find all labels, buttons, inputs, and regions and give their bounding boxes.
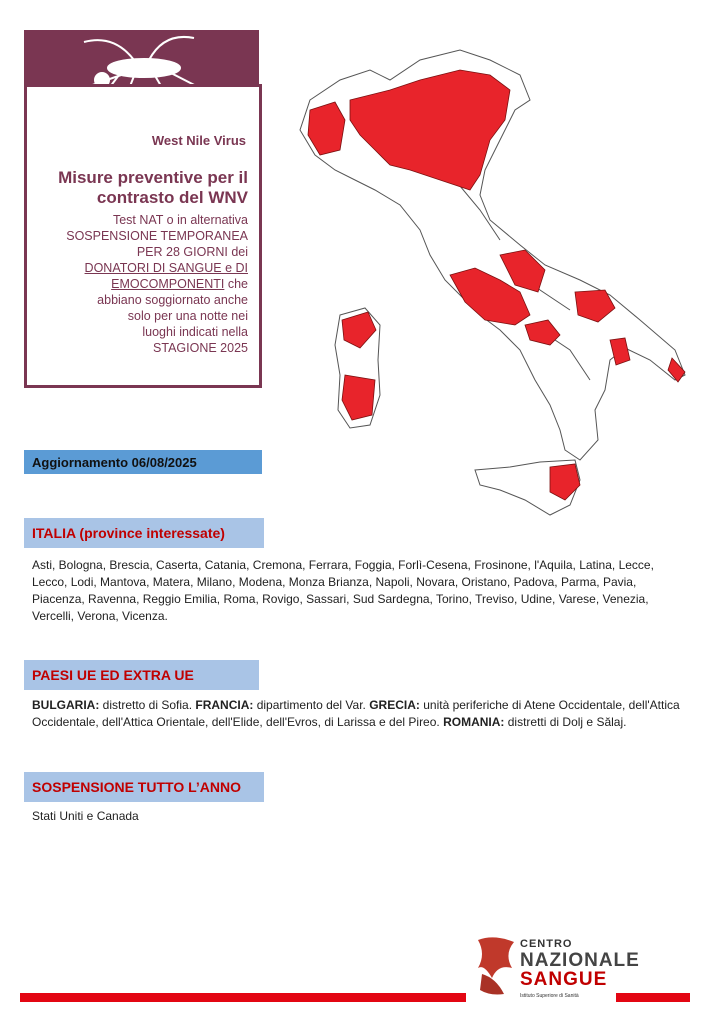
header-line: Test NAT o in alternativa: [112, 213, 248, 227]
footer-line: [20, 993, 466, 1002]
header-line: che: [224, 277, 248, 291]
section-italia-header: [24, 518, 264, 548]
country-label: FRANCIA:: [195, 698, 254, 712]
header-line: solo per una notte nei: [127, 309, 248, 323]
header-line: luoghi indicati nella: [142, 325, 248, 339]
logo-line: SANGUE: [520, 969, 608, 990]
header-line: SOSPENSIONE TEMPORANEA: [66, 229, 248, 243]
section-all-year-text: Stati Uniti e Canada: [32, 809, 139, 823]
section-title: SOSPENSIONE TUTTO L’ANNO: [32, 779, 241, 795]
country-label: BULGARIA:: [32, 698, 100, 712]
logo-subtitle: Istituto Superiore di Sanità: [520, 993, 579, 999]
country-text: unità periferiche di Atene Occidentale, dell'Attica Occidentale, dell'Attica Orientale, dell'Elide, dell'Evros, di Larissa e del Pireo.: [32, 698, 680, 729]
virus-name: West Nile Virus: [151, 133, 246, 148]
section-eu-text: [32, 697, 682, 731]
country-text: distretti di Dolj e Sălaj.: [504, 715, 627, 729]
italy-map: [280, 30, 700, 530]
affected-area-catania: [550, 464, 580, 500]
header-line: PER 28 GIORNI dei: [136, 245, 248, 259]
section-all-year-header: [24, 772, 264, 802]
headline: Misure preventive per il contrasto del WNV: [58, 168, 248, 207]
header-line-underlined: EMOCOMPONENTI: [111, 277, 225, 291]
update-bar: [24, 450, 262, 474]
section-eu-header: [24, 660, 259, 690]
header-line: abbiano soggiornato anche: [97, 293, 248, 307]
header-line: STAGIONE 2025: [153, 341, 248, 355]
header-line-underlined: DONATORI DI SANGUE e DI: [84, 261, 248, 275]
logo-line: CENTRO: [520, 938, 573, 950]
update-label: Aggiornamento 06/08/2025: [32, 455, 197, 470]
section-title: ITALIA (province interessate): [32, 525, 225, 541]
country-text: distretto di Sofia.: [99, 698, 196, 712]
logo-line: NAZIONALE: [520, 950, 640, 971]
header-body: [36, 212, 248, 356]
section-title: PAESI UE ED EXTRA UE: [32, 667, 194, 683]
country-label: ROMANIA:: [443, 715, 505, 729]
country-label: GRECIA:: [369, 698, 420, 712]
country-text: dipartimento del Var.: [253, 698, 370, 712]
section-italia-text: Asti, Bologna, Brescia, Caserta, Catania, Cremona, Ferrara, Foggia, Forlì-Cesena, Frosinone, l'Aquila, Latina, Lecce, Lecco, Lodi, Mantova, Matera, Milano, Modena, Monza Brianza, Napoli, Novara, Oristano, Padova, Parma, Pavia, Piacenza, Ravenna, Reggio Emilia, Roma, Rovigo, Sassari, Sud Sardegna, Torino, Treviso, Udine, Varese, Venezia, Vercelli, Verona, Vicenza.: [32, 558, 654, 623]
footer-line: [616, 993, 690, 1002]
